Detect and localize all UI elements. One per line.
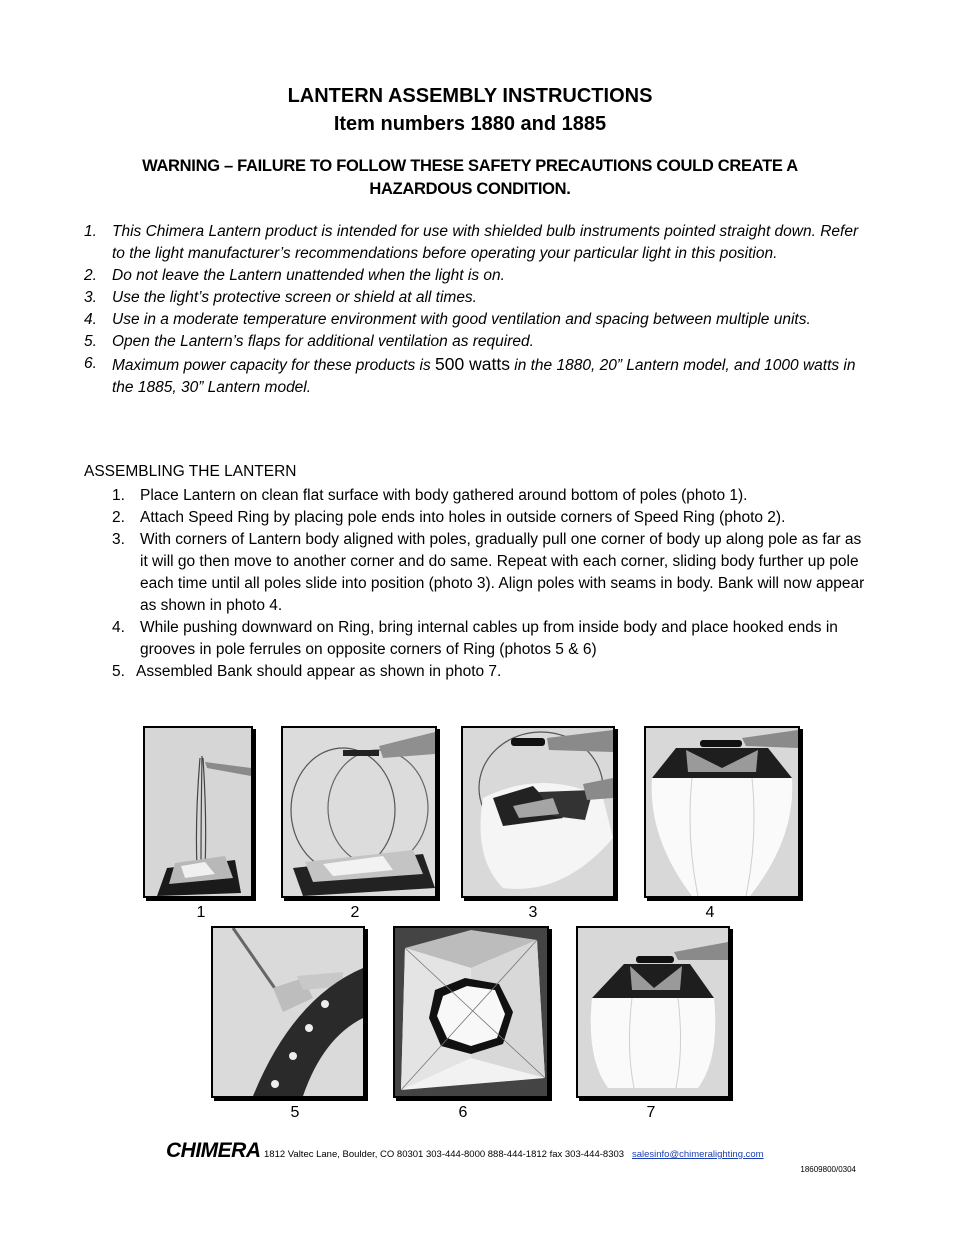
photo-caption: 7 [646, 1104, 656, 1121]
photo-3 [461, 726, 615, 898]
warning-banner [80, 155, 860, 201]
safety-item: 2. Do not leave the Lantern unattended when the light is on. [84, 267, 505, 284]
brand-logo: CHIMERA [166, 1139, 261, 1162]
section-heading: ASSEMBLING THE LANTERN [84, 463, 297, 480]
footer-contact [264, 1149, 764, 1160]
page-title: LANTERN ASSEMBLY INSTRUCTIONS [287, 85, 653, 107]
photo-1 [143, 726, 253, 898]
page-subtitle: Item numbers 1880 and 1885 [333, 113, 607, 135]
photo-7 [576, 926, 730, 1098]
email-link[interactable]: salesinfo@chimeralighting.com [631, 1149, 764, 1160]
photo-caption: 5 [290, 1104, 300, 1121]
photo-caption: 1 [196, 904, 206, 921]
assembly-steps-list [112, 485, 872, 683]
photo-caption: 4 [705, 904, 715, 921]
assembly-step: 1. Place Lantern on clean flat surface with body gathered around bottom of poles (photo 1). [112, 487, 748, 504]
warning-line-1: WARNING – FAILURE TO FOLLOW THESE SAFETY PRECAUTIONS COULD CREATE A [142, 157, 798, 175]
photo-6 [393, 926, 549, 1098]
power-rating: 500 watts [435, 354, 510, 374]
warning-line-2: HAZARDOUS CONDITION. [369, 180, 571, 198]
photo-2 [281, 726, 437, 898]
document-code: 18609800/0304 [800, 1165, 856, 1174]
assembly-step: 5. Assembled Bank should appear as shown in photo 7. [112, 663, 502, 680]
assembly-step: 4. While pushing downward on Ring, bring internal cables up from inside body and place hooked ends in grooves in pole ferrules on opposite corners of Ring (photos 5 & 6) [112, 619, 838, 658]
safety-item: 1. This Chimera Lantern product is intended for use with shielded bulb instruments pointed straight down. Refer to the light manufacturer’s recommendations before operating your particular light in this position. [84, 223, 859, 262]
assembly-step: 3. With corners of Lantern body aligned with poles, gradually pull one corner of body up along pole as far as it will go then move to another corner and do same. Repeat with each corner, sliding body further up pole each time until all poles slide into position (photo 3). Align poles with seams in body. Bank will now appear as shown in photo 4. [112, 531, 865, 614]
photo-4 [644, 726, 800, 898]
photo-caption: 6 [458, 1104, 468, 1121]
photo-caption: 2 [350, 904, 360, 921]
safety-item: 5. Open the Lantern’s flaps for additional ventilation as required. [84, 333, 534, 350]
safety-precautions-list [84, 221, 874, 399]
photo-5 [211, 926, 365, 1098]
safety-item: 4. Use in a moderate temperature environment with good ventilation and spacing between multiple units. [84, 311, 811, 328]
photo-caption: 3 [528, 904, 538, 921]
safety-item: 3. Use the light’s protective screen or shield at all times. [84, 289, 477, 306]
assembly-step: 2. Attach Speed Ring by placing pole ends into holes in outside corners of Speed Ring (photo 2). [112, 509, 786, 526]
footer-address: 1812 Valtec Lane, Boulder, CO 80301 303-444-8000 888-444-1812 fax 303-444-8303 [264, 1149, 625, 1160]
safety-item: 6. Maximum power capacity for these products is 500 watts in the 1880, 20” Lantern model, and 1000 watts in the 1885, 30” Lantern model. [84, 354, 856, 396]
